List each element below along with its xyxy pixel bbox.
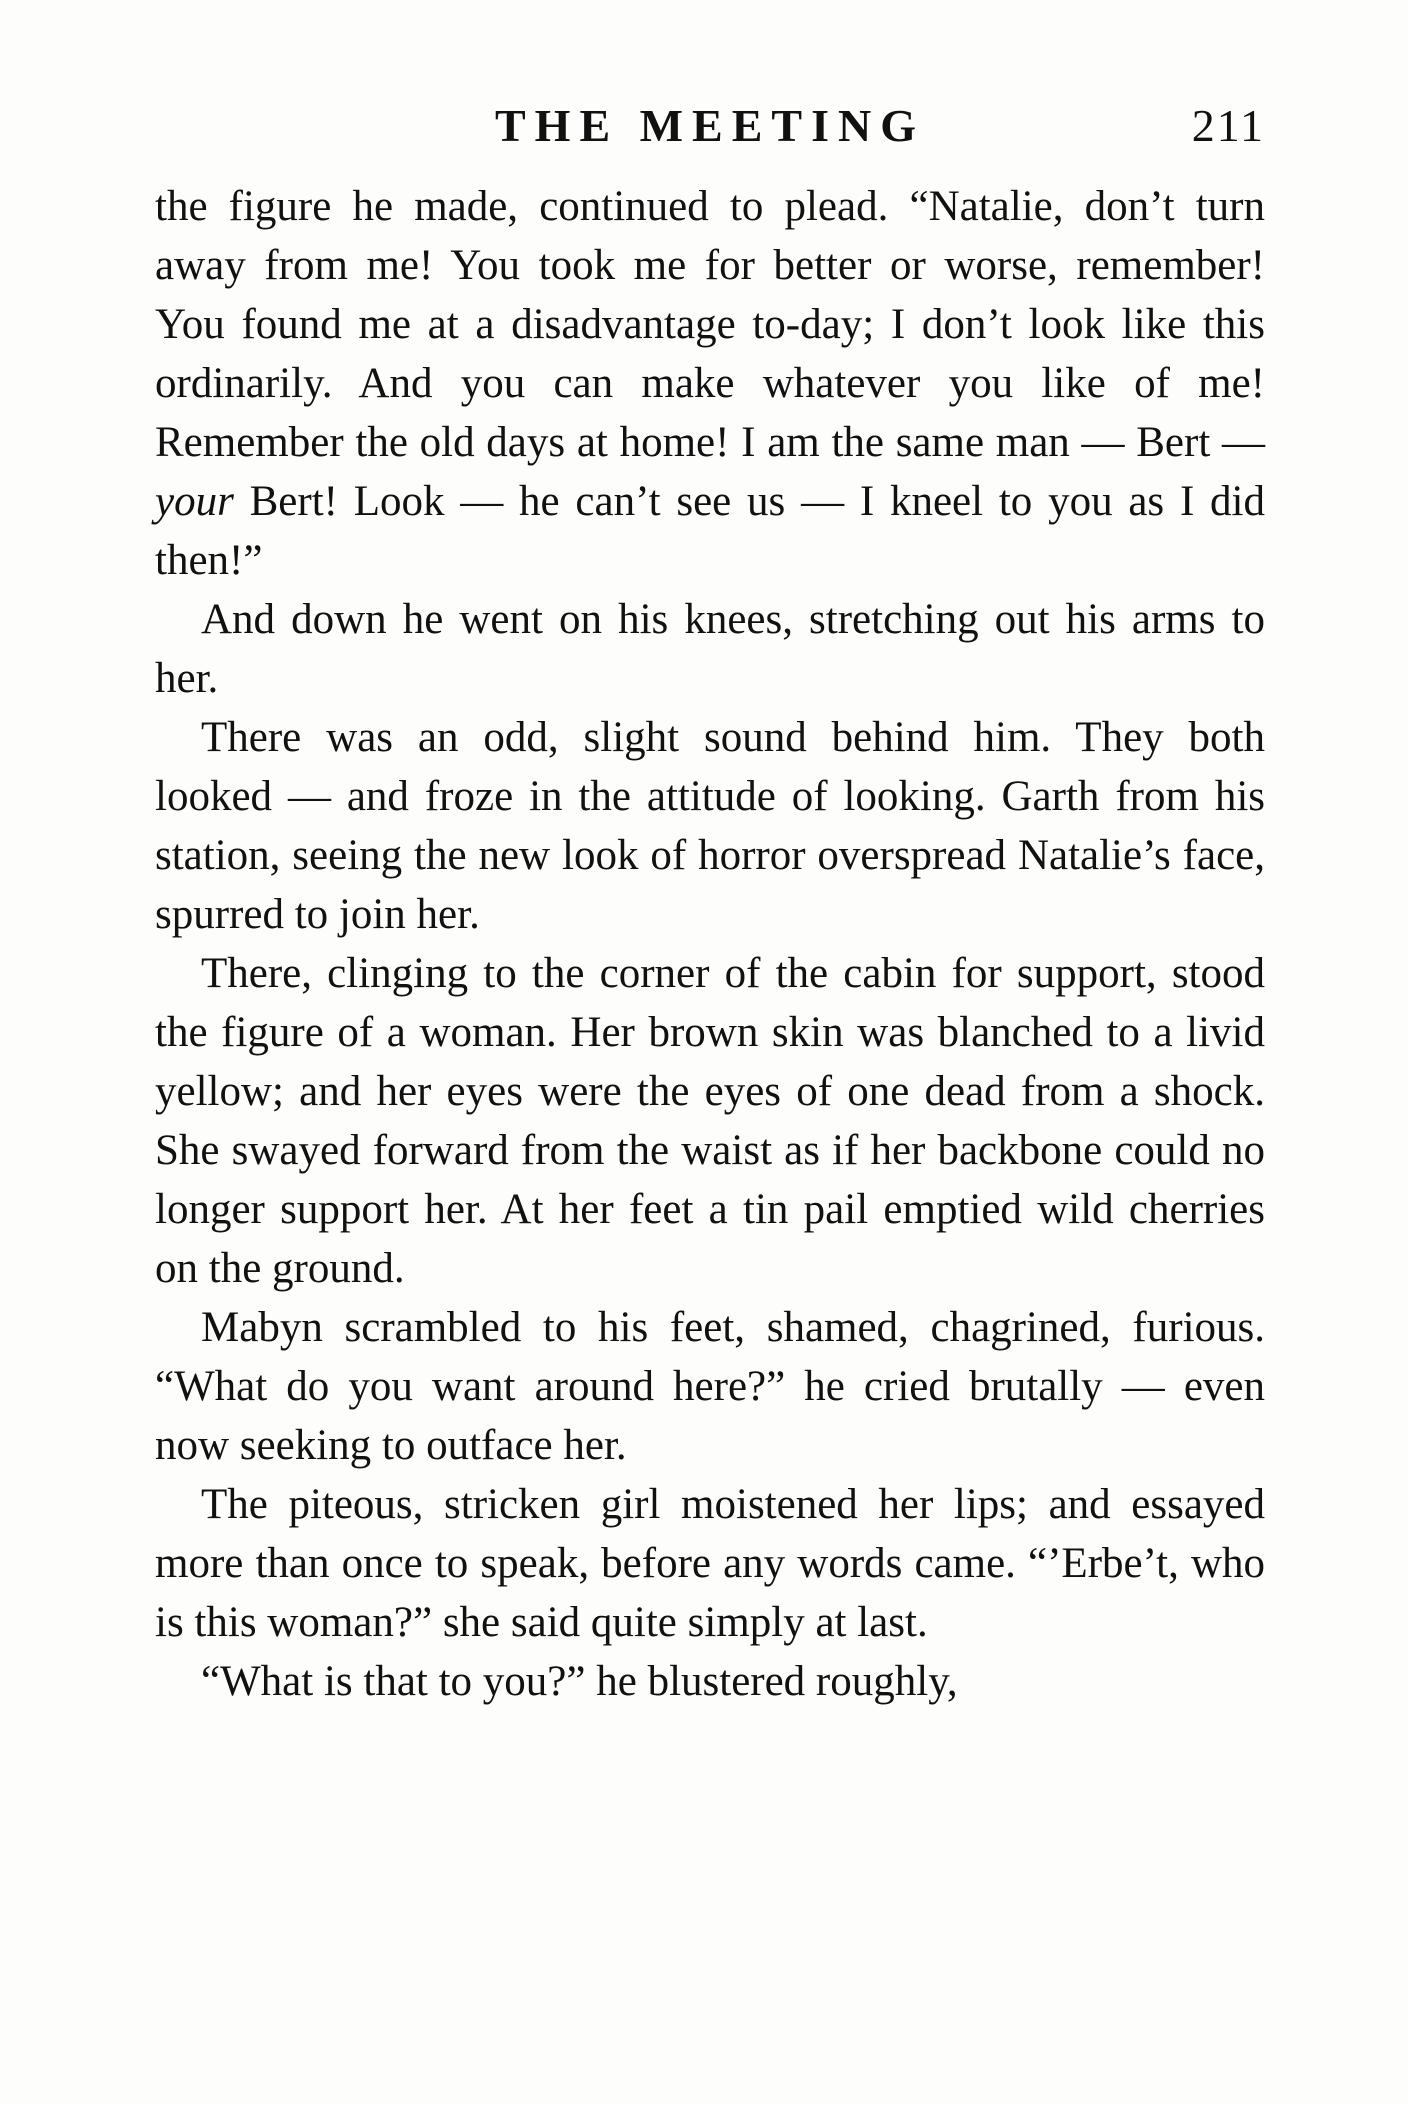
running-head bbox=[155, 96, 1265, 156]
paragraph: Mabyn scrambled to his feet, shamed, chagrined, furious. “What do you want around here?” he cried brutally — even now seeking to outface her. bbox=[155, 1304, 1265, 1469]
running-title: THE MEETING bbox=[494, 100, 925, 151]
text-run: the figure he made, continued to plead. “Natalie, don’t turn away from me! You took me for better or worse, remember! You found me at a disadvantage to-day; I don’t look like this ordinarily. And you can make whatever you like of me! Remember the old days at home! I am the same man — Bert — bbox=[155, 183, 1265, 466]
paragraph: The piteous, stricken girl moistened her lips; and essayed more than once to speak, before any words came. “’Erbe’t, who is this woman?” she said quite simply at last. bbox=[155, 1481, 1265, 1646]
text-run: Bert! Look — he can’t see us — I kneel to you as I did then!” bbox=[155, 478, 1265, 584]
paragraph: “What is that to you?” he blustered roughly, bbox=[201, 1658, 958, 1705]
body-text bbox=[155, 177, 1265, 1711]
paragraph: There was an odd, slight sound behind him. They both looked — and froze in the attitude of looking. Garth from his station, seeing the new look of horror overspread Natalie’s face, spurred to join her. bbox=[155, 714, 1265, 938]
italic-word: your bbox=[155, 478, 234, 525]
paragraph: And down he went on his knees, stretching out his arms to her. bbox=[155, 596, 1265, 702]
paragraph: There, clinging to the corner of the cabin for support, stood the figure of a woman. Her brown skin was blanched to a livid yellow; and her eyes were the eyes of one dead from a shock. She swayed forward from the waist as if her backbone could no longer support her. At her feet a tin pail emptied wild cherries on the ground. bbox=[155, 950, 1265, 1292]
page-number: 211 bbox=[1191, 100, 1265, 151]
paragraph bbox=[155, 177, 1265, 590]
